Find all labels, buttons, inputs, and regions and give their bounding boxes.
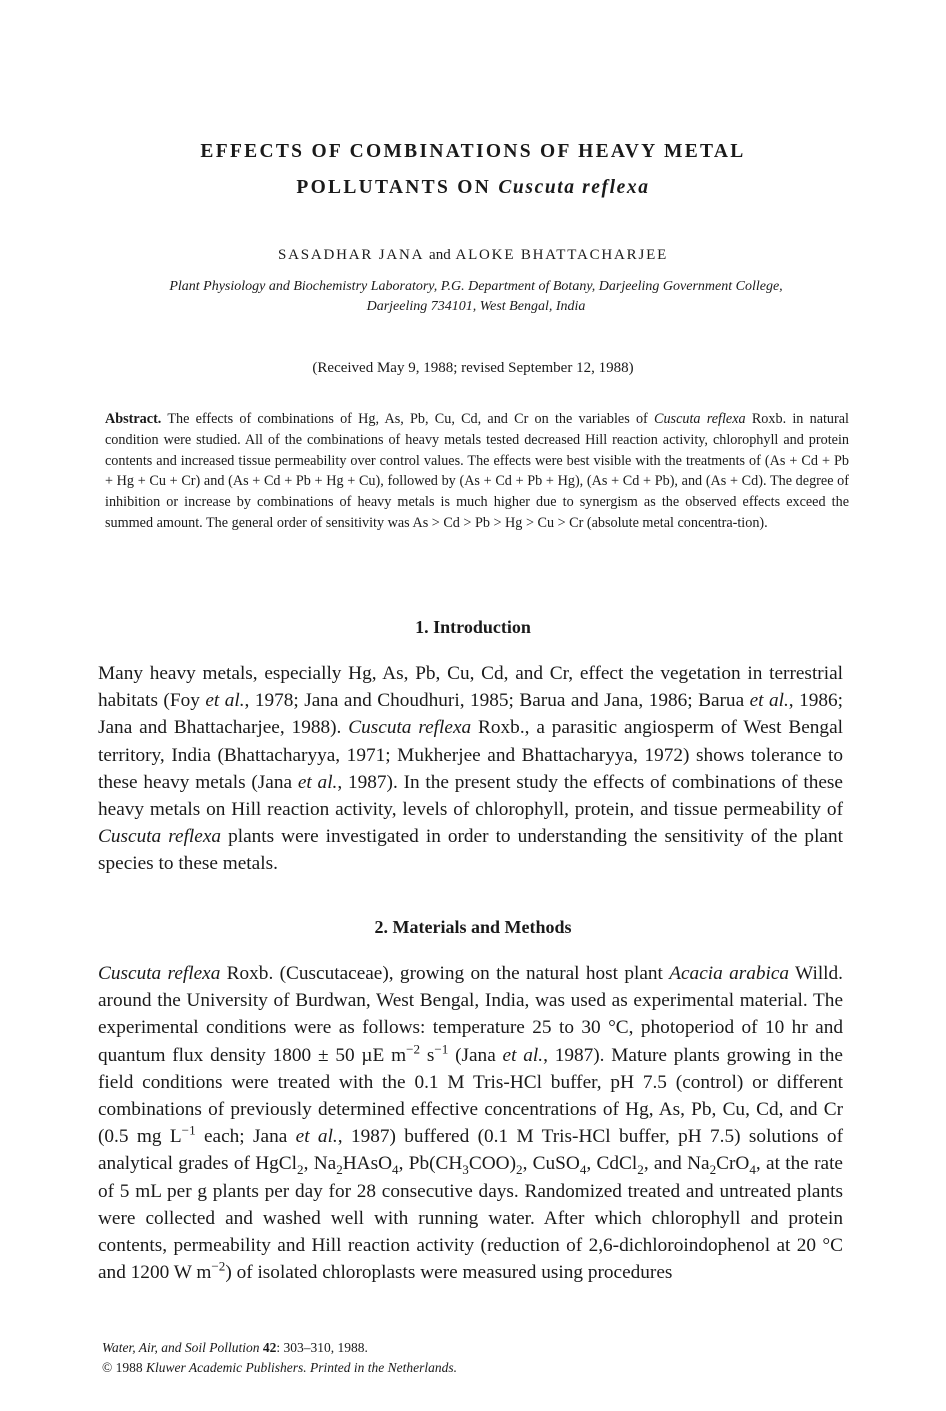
citation-et-al: et al. (502, 1044, 544, 1066)
species-name: Cuscuta reflexa (348, 717, 472, 739)
section-heading-introduction: 1. Introduction (415, 617, 531, 637)
exponent: −1 (181, 1122, 196, 1138)
text-run: Roxb., a parasitic angiosperm of West Bengal territory, India (Bhattacharyya, 1971; Mukherjee and Bhattacharyya, 1972) shows tolerance to these heavy metals (Jana (98, 717, 843, 793)
abstract-text-2: Roxb. in natural condition were studied. All of the combinations of heavy metals tested decreased Hill reaction activity, chlorophyll and protein contents and increased tissue permeability over control values. The effects were best visible with the treatments of (As + Cd + Pb + Hg + Cu + Cr) and (As + Cd + Pb + Hg + Cu), followed by (As + Cd + Pb + Hg), (As + Cd + Pb), and (As + Cd). The degree of inhibition or increase by combinations of heavy metals is much higher due to synergism as the observed effects exceed the summed amount. The general order of sensitivity was As > Cd > Pb > Hg > Cu > Cr (absolute metal concentra-tion). (105, 411, 849, 531)
journal-pages: : 303–310, 1988. (276, 1340, 368, 1355)
introduction-paragraph (98, 660, 843, 878)
exponent: −1 (434, 1041, 449, 1057)
text-run: , 1987). Mature plants growing in the field conditions were treated with the 0.1 M Tris-HCl buffer, pH 7.5 (control) or different combinations of previously determined effective concentrations of Hg, As, Pb, Cu, Cd, and Cr (0.5 mg L (98, 1044, 843, 1148)
text-run: HAsO (342, 1153, 393, 1175)
citation-et-al: et al. (295, 1126, 338, 1148)
journal-name: Water, Air, and Soil Pollution (102, 1340, 260, 1355)
text-run: , at the rate of 5 mL per g plants per day for 28 consecutive days. Randomized treated and untreated plants were collected and washed well with running water. After which chlorophyll and protein contents, permeability and Hill reaction activity (reduction of 2,6-dichloroindophenol at 20 °C and 1200 W m (98, 1153, 843, 1284)
affiliation-line-2: Darjeeling 734101, West Bengal, India (366, 299, 586, 314)
footer-citation (102, 1338, 457, 1358)
subscript: 2 (709, 1162, 717, 1178)
text-run: (Jana (448, 1044, 503, 1066)
journal-footer (102, 1338, 457, 1378)
abstract (105, 409, 849, 534)
text-run: , and Na (643, 1153, 710, 1175)
received-dates: (Received May 9, 1988; revised September 12, 1988) (312, 360, 634, 376)
subscript: 3 (462, 1162, 469, 1178)
text-run: ) of isolated chloroplasts were measured using procedures (225, 1262, 673, 1284)
text-run: , 1987). In the present study the effects of combinations of these heavy metals on Hill reaction activity, levels of chlorophyll, protein, and tissue permeability of (98, 771, 843, 821)
text-run: Many heavy metals, especially Hg, As, Pb, Cu, Cd, and Cr, effect the vegetation in terrestrial habitats (Foy (98, 663, 843, 712)
author-list (0, 247, 946, 264)
publisher-line: Kluwer Academic Publishers. Printed in the Netherlands. (146, 1360, 457, 1375)
text-run: s (420, 1044, 435, 1066)
text-run: Roxb. (Cuscutaceae), growing on the natural host plant (220, 963, 670, 984)
text-run: , 1987) buffered (0.1 M Tris-HCl buffer, pH 7.5) solutions of analytical grades of HgCl (98, 1126, 843, 1175)
species-name: Cuscuta reflexa (98, 826, 222, 848)
text-run: , Pb(CH (398, 1153, 463, 1175)
subscript: 2 (637, 1162, 644, 1178)
subscript: 4 (579, 1162, 587, 1178)
footer-copyright (102, 1358, 457, 1378)
abstract-label: Abstract. (105, 411, 162, 427)
text-run: , Na (303, 1153, 337, 1175)
author-2: ALOKE BHATTACHARJEE (455, 247, 669, 263)
author-1: SASADHAR JANA (277, 247, 424, 263)
citation-et-al: et al. (297, 771, 338, 793)
exponent: −2 (211, 1258, 226, 1274)
subscript: 2 (336, 1162, 343, 1178)
affiliation-line-1: Plant Physiology and Biochemistry Laboratory, P.G. Department of Botany, Darjeeling Government College, (169, 279, 783, 294)
affiliation (100, 277, 852, 317)
author-conjunction: and (429, 247, 451, 263)
text-run: plants were investigated in order to understanding the sensitivity of the plant species to these metals. (98, 826, 843, 875)
citation-et-al: et al. (205, 690, 245, 712)
subscript: 4 (392, 1162, 399, 1178)
title-prefix: POLLUTANTS ON (296, 177, 492, 198)
text-run: , 1978; Jana and Choudhuri, 1985; Barua and Jana, 1986; Barua (244, 690, 750, 712)
methods-paragraph (98, 960, 843, 1286)
subscript: 2 (516, 1162, 523, 1178)
title-line-1: EFFECTS OF COMBINATIONS OF HEAVY METAL (200, 141, 746, 162)
text-run: , 1986; Jana and Bhattacharjee, 1988). (98, 690, 843, 739)
abstract-species: Cuscuta reflexa (654, 411, 746, 427)
text-run: , CdCl (586, 1153, 638, 1175)
subscript: 2 (297, 1162, 304, 1178)
subscript: 4 (749, 1162, 756, 1178)
text-run: Willd. around the University of Burdwan, West Bengal, India, was used as experimental material. The experimental conditions were as follows: temperature 25 to 30 °C, photoperiod of 10 hr and quantum flux density 1800 ± 50 µE m (98, 963, 843, 1066)
copyright-year: © 1988 (102, 1360, 143, 1375)
text-run: , CuSO (522, 1153, 580, 1175)
journal-volume: 42 (262, 1340, 277, 1355)
text-run: COO) (468, 1153, 516, 1175)
species-name: Acacia arabica (669, 963, 790, 984)
abstract-text-1: The effects of combinations of Hg, As, Pb, Cu, Cd, and Cr on the variables of (161, 411, 654, 427)
species-name: Cuscuta reflexa (98, 963, 221, 984)
text-run: CrO (716, 1153, 750, 1175)
section-heading-methods: 2. Materials and Methods (374, 917, 572, 937)
exponent: −2 (406, 1041, 421, 1057)
title-line-2 (0, 177, 946, 199)
citation-et-al: et al. (749, 690, 789, 712)
text-run: each; Jana (195, 1126, 296, 1148)
title-species: Cuscuta reflexa (498, 177, 650, 198)
